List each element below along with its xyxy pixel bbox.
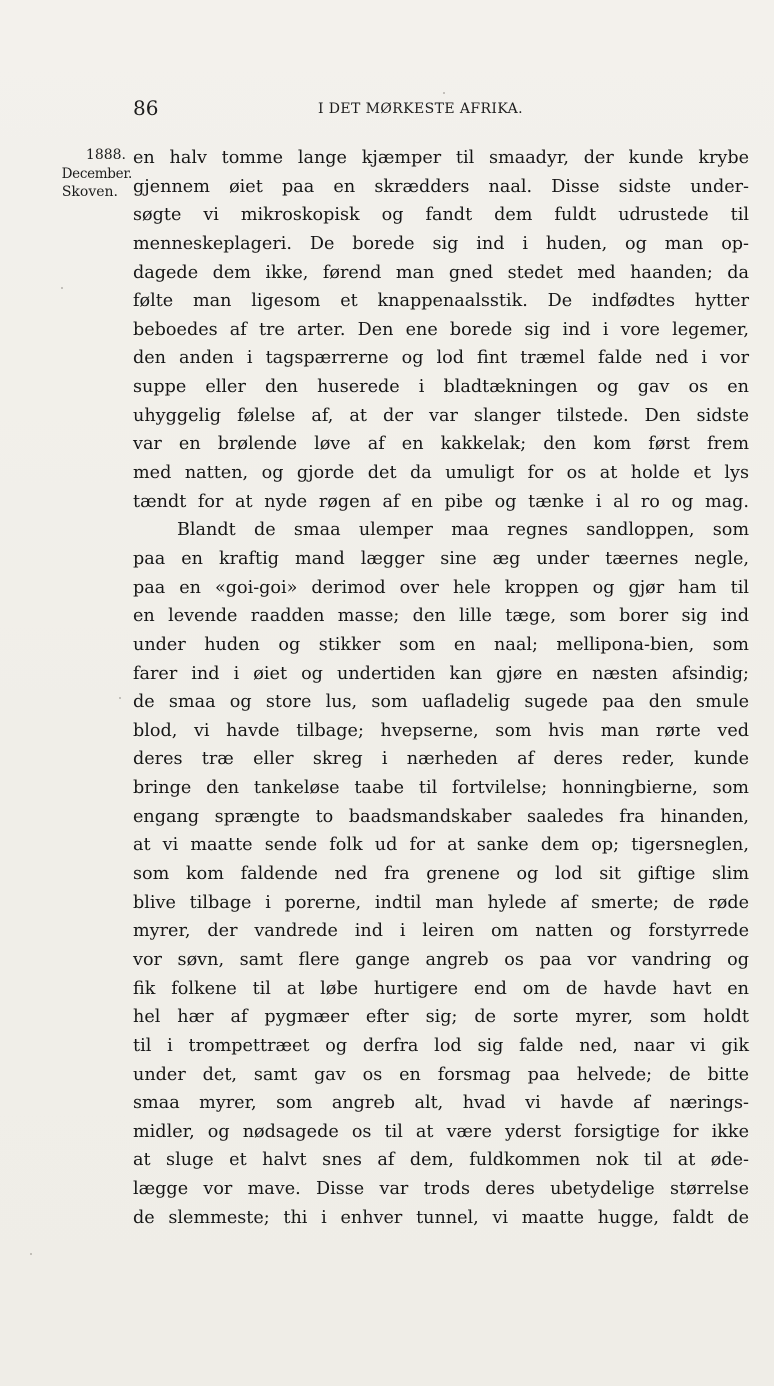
text-line: suppe eller den huserede i bladtækningen og gav os en <box>133 377 749 398</box>
text-line: menneskeplageri. De borede sig ind i huden, og man op- <box>133 233 749 254</box>
text-line: at vi maatte sende folk ud for at sanke dem op; tigersneglen, <box>133 835 749 856</box>
text-line: den anden i tagspærrerne og lod fint træmel falde ned i vor <box>133 348 749 369</box>
paragraph-end-line: tændt for at nyde røgen af en pibe og tænke i al ro og mag. <box>133 491 749 512</box>
text-line: dagede dem ikke, førend man gned stedet med haanden; da <box>133 262 749 283</box>
paper-speck <box>61 287 63 289</box>
text-line: blod, vi havde tilbage; hvepserne, som hvis man rørte ved <box>133 720 749 741</box>
text-line: farer ind i øiet og undertiden kan gjøre en næsten afsindig; <box>133 663 749 684</box>
text-line: lægge vor mave. Disse var trods deres ubetydelige størrelse <box>133 1179 749 1200</box>
margin-note-year: 1888. <box>85 147 126 163</box>
text-line: med natten, og gjorde det da umuligt for os at holde et lys <box>133 463 749 484</box>
text-line: de smaa og store lus, som uafladelig sugede paa den smule <box>133 692 749 713</box>
text-line: under det, samt gav os en forsmag paa helvede; de bitte <box>133 1064 749 1085</box>
text-line: engang sprængte to baadsmandskaber saaledes fra hinanden, <box>133 806 749 827</box>
text-line: paa en «goi-goi» derimod over hele kroppen og gjør ham til <box>133 577 749 598</box>
paper-speck <box>443 92 445 94</box>
text-line: blive tilbage i porerne, indtil man hylede af smerte; de røde <box>133 892 749 913</box>
text-line: smaa myrer, som angreb alt, hvad vi havde af nærings- <box>133 1093 749 1114</box>
margin-note-month: December. <box>61 166 132 182</box>
text-line: vor søvn, samt flere gange angreb os paa vor vandring og <box>133 949 749 970</box>
text-line: gjennem øiet paa en skrædders naal. Disse sidste under- <box>133 176 749 197</box>
paper-speck <box>30 1253 32 1255</box>
text-line: myrer, der vandrede ind i leiren om natten og forstyrrede <box>133 921 749 942</box>
text-line: en halv tomme lange kjæmper til smaadyr, der kunde krybe <box>133 148 749 168</box>
margin-note <box>47 146 132 202</box>
page-number: 86 <box>133 96 159 120</box>
text-line: hel hær af pygmæer efter sig; de sorte myrer, som holdt <box>133 1007 749 1028</box>
running-title: I DET MØRKESTE AFRIKA. <box>318 101 523 117</box>
paper-speck <box>119 697 121 699</box>
text-line: en levende raadden masse; den lille tæge, som borer sig ind <box>133 606 749 627</box>
text-line: deres træ eller skreg i nærheden af deres reder, kunde <box>133 749 749 770</box>
text-line: bringe den tankeløse taabe til fortvilelse; honningbierne, som <box>133 778 749 799</box>
text-line: de slemmeste; thi i enhver tunnel, vi maatte hugge, faldt de <box>133 1207 749 1228</box>
text-line: som kom faldende ned fra grenene og lod sit giftige slim <box>133 864 749 885</box>
margin-note-place: Skoven. <box>61 184 118 200</box>
text-line: beboedes af tre arter. Den ene borede sig ind i vore legemer, <box>133 319 749 340</box>
text-line: paa en kraftig mand lægger sine æg under tæernes negle, <box>133 548 749 569</box>
text-line: var en brølende løve af en kakkelak; den kom først frem <box>133 434 749 455</box>
text-line: følte man ligesom et knappenaalsstik. De indfødtes hytter <box>133 291 749 312</box>
text-line: uhyggelig følelse af, at der var slanger tilstede. Den sidste <box>133 405 749 426</box>
text-line: fik folkene til at løbe hurtigere end om de havde havt en <box>133 978 749 999</box>
text-line: at sluge et halvt snes af dem, fuldkommen nok til at øde- <box>133 1150 749 1171</box>
text-line: til i trompettræet og derfra lod sig falde ned, naar vi gik <box>133 1035 749 1056</box>
body-text <box>133 144 749 1232</box>
text-line: søgte vi mikroskopisk og fandt dem fuldt udrustede til <box>133 205 749 226</box>
paragraph-start-line: Blandt de smaa ulemper maa regnes sandloppen, som <box>177 520 749 541</box>
text-line: under huden og stikker som en naal; mellipona-bien, som <box>133 634 749 655</box>
text-line: midler, og nødsagede os til at være yderst forsigtige for ikke <box>133 1121 749 1142</box>
